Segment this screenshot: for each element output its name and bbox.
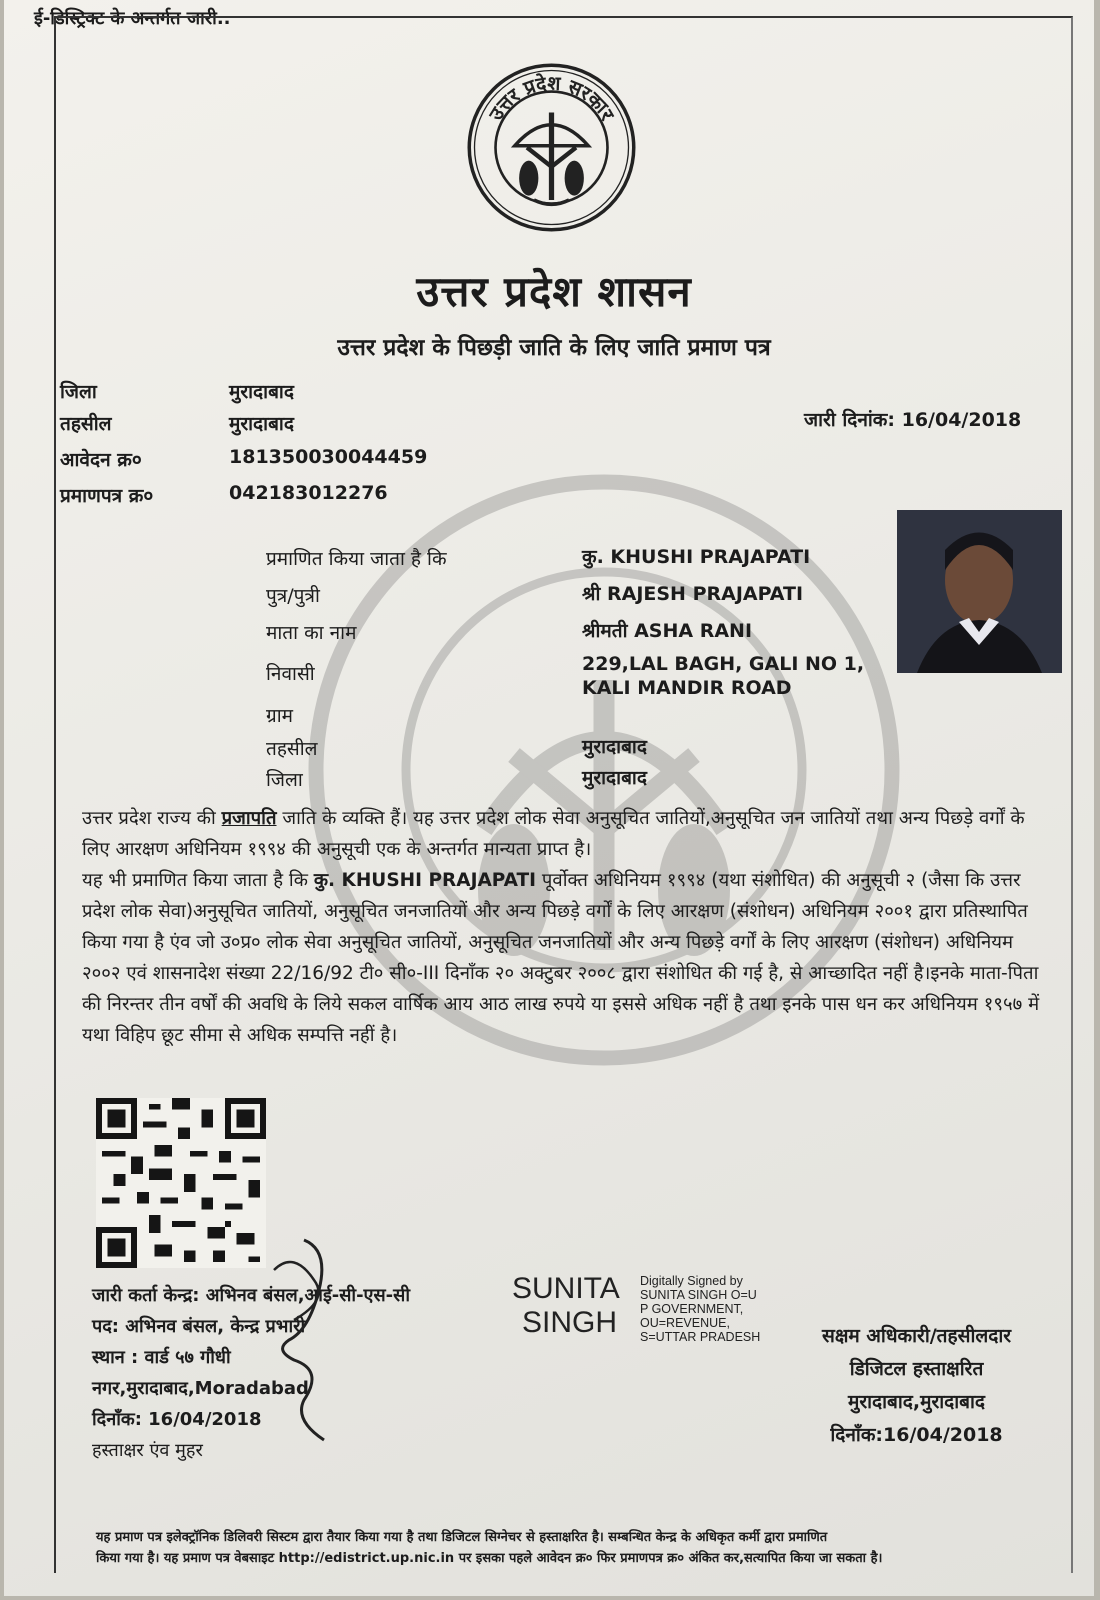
competent-officer-block [794, 1320, 1039, 1452]
issuer-place: स्थान : वार्ड ५७ गौधी [92, 1347, 231, 1368]
issuer-date: दिनाँक: 16/04/2018 [92, 1409, 262, 1430]
mother-name: श्रीमती ASHA RANI [582, 620, 753, 642]
signer-first-name: SUNITA [512, 1272, 620, 1305]
digi-line-4: OU=REVENUE, [640, 1316, 730, 1330]
address-line-2: KALI MANDIR ROAD [582, 677, 792, 699]
certificate-number-label: प्रमाणपत्र क्र० [60, 485, 154, 507]
body-applicant-name: कु. KHUSHI PRAJAPATI [313, 870, 537, 891]
child-of-label: पुत्र/पुत्री [266, 585, 320, 607]
handwritten-signature [234, 1230, 374, 1450]
issuer-centre: जारी कर्ता केन्द्र: अभिनव बंसल,आई-सी-एस-सी [92, 1285, 410, 1306]
field-district-label: जिला [266, 769, 303, 791]
tehsil-label: तहसील [60, 413, 112, 435]
resident-label: निवासी [266, 663, 315, 685]
applicant-photo [897, 510, 1062, 673]
certificate-body [82, 803, 1047, 1051]
certificate-page [4, 0, 1094, 1596]
government-title: उत्तर प्रदेश शासन [416, 267, 692, 316]
certified-label: प्रमाणित किया जाता है कि [266, 548, 447, 570]
body-paragraph-2: यह भी प्रमाणित किया जाता है कि कु. KHUSHI PRAJAPATI पूर्वोक्त अधिनियम १९९४ (यथा संशोधित) की अनुसूची २ (जैसा कि उत्तर प्रदेश लोक सेवा)अनुसूचित जातियों, अनुसूचित जनजातियों और अन्य पिछड़े वर्गों के लिए आरक्षण (संशोधन) अधिनियम २००१ द्वारा प्रतिस्थापित किया गया है एंव जो उ०प्र० लोक सेवा अनुसूचित जातियों, अनुसूचित जनजातियों और अन्य पिछड़े वर्गों के लिए आरक्षण (संशोधन) अधिनियम २००२ एवं शासनादेश संख्या 22/16/92 टी० सी०-III दिनाँक २० अक्टुबर २००८ द्वारा संशोधित की गई है, से आच्छादित नहीं है।इनके माता-पिता की निरन्तर तीन वर्षों की अवधि के लिये सकल वार्षिक आय आठ लाख रुपये या इससे अधिक नहीं है तथा इनके पास धन कर अधिनियम १९५७ में यथा विहिप छूट सीमा से अधिक सम्पत्ति नहीं है। [82, 870, 1040, 1046]
field-tehsil-value: मुरादाबाद [582, 736, 647, 758]
application-label: आवेदन क्र० [60, 449, 142, 471]
applicant-name: कु. KHUSHI PRAJAPATI [582, 546, 811, 568]
field-tehsil-label: तहसील [266, 738, 318, 760]
mother-label: माता का नाम [266, 622, 357, 644]
officer-title: सक्षम अधिकारी/तहसीलदार [821, 1325, 1012, 1347]
footer-line-1: यह प्रमाण पत्र इलेक्ट्रॉनिक डिलिवरी सिस्टम द्वारा तैयार किया गया है तथा डिजिटल सिग्नेचर से हस्ताक्षरित है। सम्बन्धित केन्द्र के अधिकृत कर्मी द्वारा प्रमाणित [96, 1530, 828, 1545]
footer-note [96, 1527, 1071, 1569]
district-label: जिला [60, 381, 97, 403]
digi-line-3: P GOVERNMENT, [640, 1302, 744, 1316]
field-district-value: मुरादाबाद [582, 767, 647, 789]
resident-address [582, 652, 864, 700]
address-line-1: 229,LAL BAGH, GALI NO 1, [582, 653, 865, 675]
top-note: ई-डिस्ट्रिक्ट के अन्तर्गत जारी.. [34, 8, 231, 29]
digi-line-2: SUNITA SINGH O=U [640, 1288, 757, 1302]
caste-name: प्रजापति [221, 808, 277, 829]
application-number: 181350030044459 [229, 446, 428, 468]
officer-date: दिनाँक:16/04/2018 [830, 1424, 1003, 1446]
officer-location: मुरादाबाद,मुरादाबाद [847, 1391, 986, 1413]
certificate-title: उत्तर प्रदेश के पिछड़ी जाति के लिए जाति प्रमाण पत्र [337, 335, 771, 361]
officer-digital: डिजिटल हस्ताक्षरित [849, 1358, 984, 1380]
footer-line-2: किया गया है। यह प्रमाण पत्र वेबसाइट http://edistrict.up.nic.in पर इसका पहले आवेदन क्र० फिर प्रमाणपत्र क्र० अंकित कर,सत्यापित किया जा सकता है। [96, 1551, 883, 1566]
signer-last-name: SINGH [522, 1306, 618, 1339]
emblem-logo [464, 60, 639, 235]
body-paragraph-1: उत्तर प्रदेश राज्य की प्रजापति जाति के व्यक्ति हैं। यह उत्तर प्रदेश लोक सेवा अनुसूचित जातियों,अनुसूचित जन जातियों तथा अन्य पिछड़े वर्गों के लिए आरक्षण अधिनियम १९९४ की अनुसूची एक के अन्तर्गत मान्यता प्राप्त है। [82, 808, 1025, 860]
district-value: मुरादाबाद [229, 381, 294, 403]
certificate-number: 042183012276 [229, 482, 388, 504]
issue-date: जारी दिनांक: 16/04/2018 [804, 409, 1022, 431]
svg-text:उत्तर प्रदेश सरकार: उत्तर प्रदेश सरकार [484, 71, 619, 125]
issuer-sign-label: हस्ताक्षर एंव मुहर [92, 1440, 203, 1461]
digi-line-5: S=UTTAR PRADESH [640, 1330, 761, 1344]
tehsil-value: मुरादाबाद [229, 413, 294, 435]
digi-line-1: Digitally Signed by [640, 1274, 743, 1288]
issuer-city: नगर,मुरादाबाद,Moradabad [92, 1378, 309, 1399]
digital-signature [512, 1272, 761, 1344]
father-name: श्री RAJESH PRAJAPATI [582, 583, 804, 605]
village-label: ग्राम [266, 705, 293, 727]
issuer-post: पद: अभिनव बंसल, केन्द्र प्रभारी [92, 1316, 306, 1337]
